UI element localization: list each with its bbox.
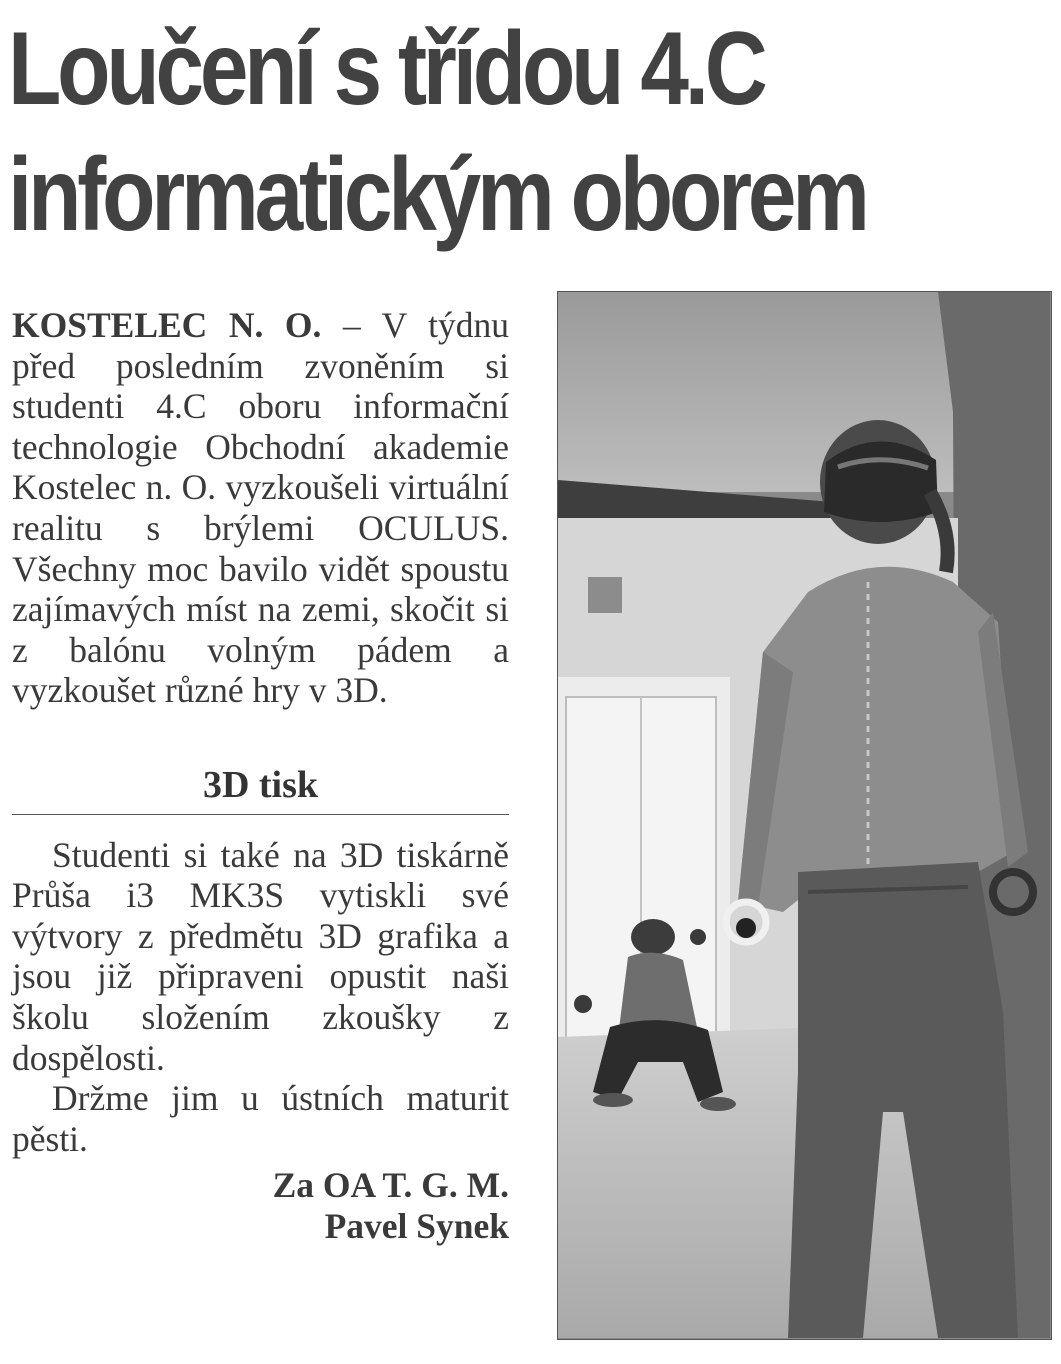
dateline: KOSTELEC N. O.	[12, 305, 322, 345]
byline-organization: Za OA T. G. M.	[272, 1165, 509, 1206]
section-divider	[12, 814, 509, 815]
article-photo	[557, 291, 1052, 1340]
vr-students-photo	[558, 292, 1050, 1338]
paragraph-3d-print: Studenti si také na 3D tiskárně Průša i3 MK3S vytiskli své výtvory z předmětu 3D grafika a jsou již připraveni opustit naši školu složením zkoušky z dospělosti.	[12, 834, 509, 1078]
byline	[12, 1165, 509, 1246]
paragraph-wishes: Držme jim u ústních maturit pěsti.	[12, 1078, 509, 1159]
headline-line-2: informatickým oborem	[8, 137, 866, 253]
subheading: 3D tisk	[202, 763, 319, 806]
byline-author: Pavel Synek	[324, 1205, 509, 1246]
lead-text: – V týdnu před posledním zvoněním si studenti 4.C oboru informační technologie Obchodní akademie Kostelec n. O. vyzkoušeli virtuální realitu s brýlemi OCULUS. Všechny moc bavilo vidět spoustu zajímavých míst na zemi, skočit si z balónu volným pádem a vyzkoušet různé hry v 3D.	[12, 305, 509, 711]
wall-vent	[588, 577, 622, 613]
headline	[8, 6, 886, 258]
lead-paragraph	[12, 305, 509, 711]
article-body	[12, 305, 509, 1246]
headline-line-1: Loučení s třídou 4.C	[8, 11, 764, 127]
